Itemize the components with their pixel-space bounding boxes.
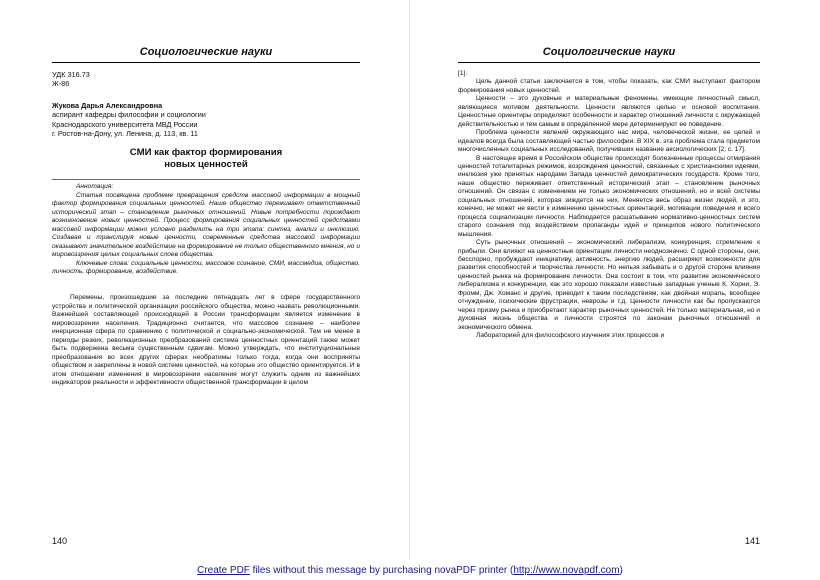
running-head: Социологические науки [139,46,273,58]
abstract-block [52,179,360,276]
create-pdf-link[interactable]: Create PDF [197,565,250,576]
author-address: г. Ростов-на-Дону, ул. Ленина, д. 113, кв. 11 [52,129,198,139]
banner-text: files without this message by purchasing novaPDF printer ( [249,565,514,576]
banner-text-end: ) [619,565,623,576]
left-page [0,0,410,560]
citation-continuation: [1]. [458,70,468,77]
article-title [52,147,360,171]
title-line-1: СМИ как фактор формирования [129,147,283,159]
author-name: Жукова Дарья Александровна [52,100,163,110]
abstract-heading: Аннотация: [76,183,114,191]
running-head: Социологические науки [542,46,676,58]
title-line-2: новых ценностей [164,159,248,171]
paragraph: В настоящее время в Российском обществе происходят болезненные процессы отмирания ценностей тоталитарных режимов, возрождения ценностей, связанных с христианскими идеями, инклюзия уже принятых народами Запада ценностей демократических государств. Кроме того, наше общество переживает ответственный исторический этап – становление рыночных отношений. Он связан с изменением не только экономических отношений, но и всей системы социальных отношений, которая зиждется на них. Меняется весь образ жизни людей, и это, конечно, не может не вести к изменению ценностных ориентаций, мотивации поведения и всего процесса социализации личности. Наблюдается расшатывание нормативно-ценностных систем старого сознания под воздействием пропаганды идей и принципов нового политического мышления. [458,154,760,238]
page-number: 140 [52,536,68,546]
paragraph: Лабораторией для философского изучения этих процессов и [476,332,665,340]
abstract-text: Статья посвящена проблеме превращения средств массовой информации в мощный фактор формирования социальных ценностей. Наше общество переживает ответственный исторический этап – становление рыночных отношений. Новые потребности порождают возникновение новых ценностей. Процесс формирования социальных ценностей средствами массовой информации можно условно разделить на три этапа: синтез, анализ и инклюзию. Создавая и транслируя новые ценности, современные средства массовой информации оказывают значительное воздействие на формирование не только общественного мнения, но и мировоззрения целых социальных слоев общества. [52,191,360,259]
pdf-watermark-banner [0,562,820,580]
bbk-code: Ж-86 [52,79,70,89]
paragraph: Проблема ценности явлений окружающего нас мира, человеческой жизни, ее целей и идеалов всегда была составляющей частью философии. В XIX в. эта проблема стала предметом многочисленных социальных исследований, получивших название аксиологических [2, с. 17]. [458,129,760,154]
udk-code: УДК 316.73 [52,70,90,79]
header-rule [52,62,360,63]
author-affiliation-2: Краснодарского университета МВД России [52,119,198,129]
author-affiliation-1: аспирант кафедры философии и социологии [52,110,206,120]
body-paragraph: Перемены, произошедшие за последние пятнадцать лет в сфере государственного устройства и политической организации российского общества, можно назвать революционными. Важнейшей составляющей происходящей в России трансформации является изменение в мировоззрении населения. Традиционно считается, что массовое сознание – наиболее инерционная сфера по сравнению с политической и социально-экономической. Тем не менее в периоды резких, революционных преобразований система ценностных ориентаций также может быть подвержена весьма существенным сдвигам. Можно утверждать, что институциональные преобразования во всех других сферах необратимы только тогда, когда они восприняты обществом и закреплены в новой системе ценностей, на которые это общество ориентируется. И в этом отношении изменения в мировоззрении населения могут служить одним из важнейших индикаторов реальности и эффективности общественной трансформации в целом [52,294,360,386]
paragraph: Суть рыночных отношений – экономический либерализм, конкуренция, стремление к прибыли. Они влияют на ценностные ориентации личности неоднозначно. С одной стороны, они, бесспорно, пробуждают инициативу, активность, энергию людей, расширяют возможности для развития способностей и творчества личности. Но нельзя забывать и о другой стороне влияния ценностей рынка на формирование личности. Она состоит в том, что развитие экономического либерализма и конкуренции, как это хорошо показали известные западные ученые К. Хорни, Э. Фромм, Дж. Хоманс и другие, приводит к таким последствиям, как двойная мораль, всеобщее отчуждение, психические фрустрации, неврозы и т.д. Ценности личности как бы пропускаются через призму рынка и приобретают характер рыночных ценностей. Не только материальная, но и духовная жизнь общества и личности строятся по законам рыночных отношений и экономического обмена. [458,239,760,331]
novapdf-link[interactable]: http://www.novapdf.com [513,565,620,576]
keywords: Ключевые слова: социальные ценности, массовое сознание, СМИ, массмедиа, общество, личность, формирование, воздействие. [52,259,360,275]
body-text [458,70,760,341]
right-page [410,0,820,560]
header-rule [458,62,760,63]
page-number: 141 [744,536,760,546]
paragraph: Цель данной статьи заключается в том, чтобы показать, как СМИ выступают фактором формирования новых ценностей. [458,78,760,94]
body-text [52,294,360,387]
paragraph: Ценности – это духовные и материальные феномены, имеющие личностный смысл, являющиеся мотивом деятельности. Ценности являются целью и основой воспитания. Ценностные ориентиры определяют особенности и характер отношений личности с окружающей действительностью и тем самым в определенной мере детерминируют ее поведение. [458,95,760,128]
